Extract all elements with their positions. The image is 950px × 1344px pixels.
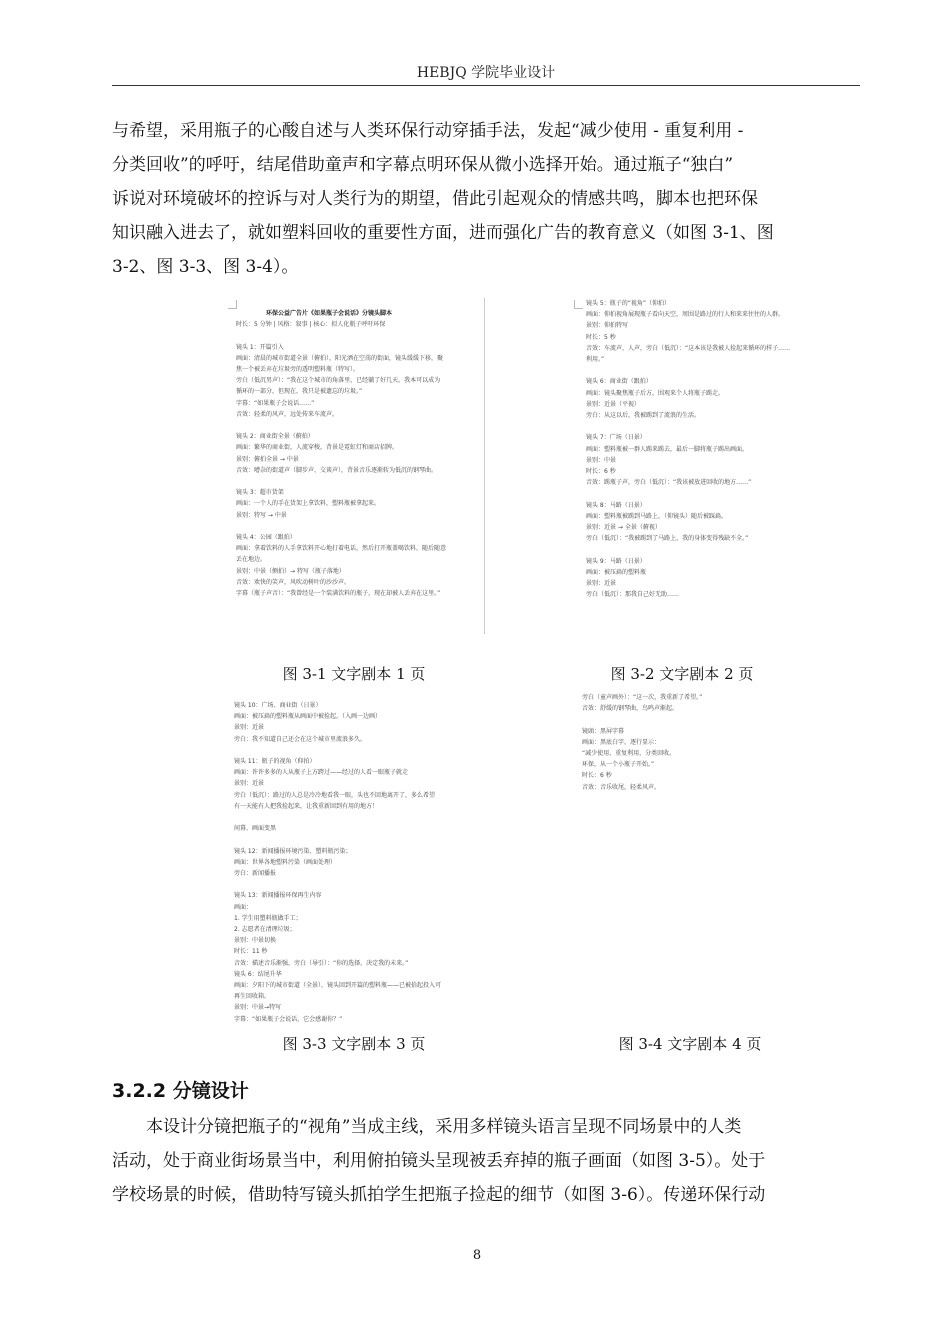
intro-paragraph — [112, 114, 860, 284]
script-line: 旁白（低沉）：那我自己好无助…… — [586, 591, 680, 599]
script-line: 镜头 2：商业街全景（俯拍） — [236, 433, 314, 441]
script-page-4-image — [580, 690, 780, 800]
paragraph-line: 与希望，采用瓶子的心酸自述与人类环保行动穿插手法，发起“减少使用 - 重复利用 - — [112, 121, 744, 141]
script-line: 镜头 7：广场（日景） — [586, 434, 646, 442]
figure-caption-3-1: 图 3-1 文字剧本 1 页 — [282, 665, 426, 683]
script-line: 音效：嘈杂的街道声（脚步声、交谈声），背景音乐逐渐转为低沉的钢琴曲。 — [236, 466, 438, 474]
script-line: 字幕（瓶子声音）：“我曾经是一个装满饮料的瓶子，现在却被人丢弃在这里。” — [236, 590, 441, 597]
script-line: 景别：近景 — [234, 780, 265, 788]
paragraph-line: 知识融入进去了，就如塑料回收的重要性方面，进而强化广告的教育意义（如图 3-1、图 — [112, 223, 774, 243]
script-line: 画面：清晨的城市街道全景（俯拍），阳光洒在空荡的街面，镜头缓缓下移，聚 — [236, 354, 444, 362]
script-line: 画面：被压扁的塑料瓶 — [586, 568, 647, 576]
script-line: 旁白（低沉男声）：“我在这个城市的角落里，已经躺了好几天。我本可以成为 — [236, 377, 441, 385]
script-line: 画面：塑料瓶被一群人踢来踢去，最后一脚将瓶子踢出画面。 — [586, 445, 749, 453]
figure-caption-3-3: 图 3-3 文字剧本 3 页 — [282, 1035, 426, 1053]
script-line: 1. 学生用塑料瓶做手工； — [234, 914, 302, 922]
script-line: 旁白：新闻播报 — [234, 870, 277, 877]
crop-mark — [574, 300, 583, 309]
script-line: 2. 志愿者在清理垃圾； — [234, 926, 296, 933]
script-line: 音效：音乐收尾，轻柔风声。 — [582, 783, 661, 791]
script-line: 景别：中景（侧拍）→ 特写（瓶子落地） — [236, 567, 345, 575]
script-line: 音效：描述音乐渐强，旁白（导引）：“你的选择，决定我的未来。” — [234, 959, 409, 967]
figure-caption-3-2: 图 3-2 文字剧本 2 页 — [610, 665, 754, 683]
script-line: 镜头 13：新闻播报环保再生内容 — [234, 892, 322, 900]
script-page-1-image — [228, 300, 478, 636]
script-line: 镜头 6：商业街（跟拍） — [586, 378, 652, 386]
section-paragraph — [112, 1110, 860, 1212]
script-page-2-image — [584, 300, 800, 630]
crop-mark — [228, 300, 237, 309]
section-heading: 3.2.2 分镜设计 — [112, 1080, 249, 1102]
script-line: 镜头 6：结尾升华 — [234, 970, 282, 978]
header-rule — [112, 85, 860, 86]
script-line: 时长：11 秒 — [234, 948, 268, 956]
script-line: 景别：中景切换 — [234, 937, 277, 945]
page-header: HEBJQ 学院毕业设计 — [416, 65, 556, 81]
script-line: 景别：近景 — [586, 580, 617, 587]
page-edge-line — [484, 298, 485, 634]
script-line: 旁白（童声画外）：“这一次，我重新了希望。” — [582, 694, 703, 701]
script-line: 镜头 3：超市货架 — [236, 489, 284, 497]
script-line: 画面：仰拍视角展现瓶子看向天空，周围是路过的行人和来来往往的人群。 — [586, 311, 785, 319]
script-line: 再生回收箱。 — [234, 993, 271, 1001]
script-line: 镜头 9：马路（日景） — [586, 557, 646, 565]
script-line: 镜头 1：开篇引入 — [236, 343, 284, 351]
script-line: 画面：世界各地塑料污染（画面处理） — [234, 858, 337, 866]
script-line: 焦一个被丢弃在垃圾旁的透明塑料瓶（特写）。 — [236, 366, 360, 373]
paragraph-line: 活动，处于商业街场景当中，利用俯拍镜头呈现被丢弃掉的瓶子画面（如图 3-5）。处于 — [112, 1151, 766, 1171]
script-line: 画面：夕阳下的城市街道（全景），镜头回到开篇的塑料瓶——已被拾起投入可 — [234, 982, 442, 989]
script-line: 镜頭：黑屏字幕 — [582, 727, 625, 735]
script-line: 景别：近景 — [234, 724, 265, 732]
script-line: 时长：5 分钟 | 风格：叙事 | 核心：拟人化瓶子呼吁环保 — [236, 321, 386, 329]
script-line: 景别：近景 → 全景（俯视） — [586, 524, 661, 531]
script-line: 时长：6 秒 — [582, 772, 612, 780]
script-line: 旁白：我不知道自己还会在这个城市里流浪多久。 — [234, 735, 367, 743]
page-number: 8 — [472, 1248, 482, 1263]
script-line: 时长：5 秒 — [586, 333, 616, 341]
script-line: 音效：舒缓的钢琴曲，鸟鸣声渐起。 — [582, 705, 679, 713]
script-line: 镜头 8：马路（日景） — [586, 501, 646, 509]
script-line: 旁白（低沉）：路过的人总是冷冷地看我一眼，头也不回地离开了，多么希望 — [234, 791, 436, 799]
paragraph-line: 本设计分镜把瓶子的“视角”当成主线，采用多样镜头语言呈现不同场景中的人类 — [146, 1117, 742, 1137]
script-line: 镜头 10：广场、商业街（日景） — [234, 702, 322, 709]
script-line: 利用。” — [586, 356, 605, 363]
script-line: 景别：中景→特写 — [234, 1004, 282, 1012]
script-line: 画面：镜头聚焦瓶子后方，围观来个人将瓶子踢走。 — [586, 389, 725, 397]
figure-caption-3-4: 图 3-4 文字剧本 4 页 — [618, 1035, 762, 1053]
script-line: 环保公益广告片《如果瓶子会说话》分镜头脚本 — [266, 310, 393, 317]
script-line: 景别：特写 → 中景 — [236, 511, 287, 519]
script-line: 镜头 12：新闻播报环境污染、塑料瓶污染； — [234, 847, 352, 855]
script-line: 丢在地边。 — [236, 556, 267, 564]
script-line: 有一天能有人把我捡起来，让我重新回到有用的地方！ — [234, 802, 379, 810]
script-line: 画面：繁华的商业街，人流穿梭，背景是霓虹灯和商店招牌。 — [236, 444, 399, 452]
script-line: 旁白（低沉）：“我被踢到了马路上，我的身体变得残缺不全。” — [586, 535, 749, 543]
script-line: 旁白：从这以后，我被踢到了流浪的生活。 — [586, 412, 701, 419]
script-line: 景别：仰拍特写 — [586, 322, 629, 330]
script-line: 音效：欢快的笑声，风吹动树叶的沙沙声。 — [236, 578, 351, 586]
paragraph-line: 分类回收”的呼吁，结尾借助童声和字幕点明环保从微小选择开始。通过瓶子“独白” — [112, 155, 734, 175]
paragraph-line: 学校场景的时候，借助特写镜头抓拍学生把瓶子捡起的细节（如图 3-6）。传递环保行动 — [112, 1185, 766, 1205]
script-page-3-image — [228, 702, 484, 1023]
script-line: 画面：塑料瓶被踢到马路上，（仰镜头）随后被踩扁。 — [586, 512, 728, 520]
script-line: 间幕、画面变黑 — [234, 825, 277, 833]
script-line: 环保，从一个小瓶子开始。” — [582, 761, 655, 769]
script-line: “减少使用，重复利用，分类回收。 — [582, 750, 676, 757]
script-line: 景别：中景 — [586, 456, 617, 464]
script-line: 音效：车流声，人声，旁白（低沉）：“这本该是我被人捡起来循环的样子…… — [586, 344, 791, 352]
script-line: 字幕：“如果瓶子会说话……” — [236, 399, 315, 407]
script-line: 画面：许许多多的人从瓶子上方跨过——经过的人看一眼瓶子就走 — [234, 769, 409, 777]
script-line: 画面：被压扁的塑料瓶从画面中被捡起，（入画一边画） — [234, 713, 382, 721]
script-line: 循环的一部分，但现在，我只是被遗忘的垃圾。” — [236, 388, 363, 396]
script-line: 画面： — [234, 903, 253, 911]
script-line: 音效：踢瓶子声，旁白（低沉）：“我该被放进回收的地方……” — [586, 479, 752, 487]
script-line: 画面：拿着饮料的人手拿饮料开心地打着电话，然后打开瓶盖喝饮料，随后随意 — [236, 545, 447, 553]
script-line: 音效：轻柔的风声，远处传来车流声。 — [236, 410, 339, 418]
script-line: 景别：俯拍全景 → 中景 — [236, 455, 299, 463]
script-line: 时长：6 秒 — [586, 468, 616, 475]
script-line: 景别：近景（平视） — [586, 400, 641, 408]
script-line: 画面：黑底白字，逐行显示： — [582, 738, 661, 746]
script-line: 字幕：“如果瓶子会说话，它会感谢你？” — [234, 1015, 343, 1023]
script-line: 镜头 4：公园（跟拍） — [236, 534, 296, 541]
script-line: 画面：一个人的手在货架上拿饮料，塑料瓶被拿起来。 — [236, 500, 381, 508]
script-line: 镜头 5：瓶子的“视角”（仰拍） — [586, 300, 670, 307]
script-line: 镜头 11：瓶子的视角（仰拍） — [234, 758, 316, 765]
paragraph-line: 3-2、图 3-3、图 3-4）。 — [112, 257, 299, 277]
paragraph-line: 诉说对环境破坏的控诉与对人类行为的期望，借此引起观众的情感共鸣，脚本也把环保 — [112, 189, 758, 209]
